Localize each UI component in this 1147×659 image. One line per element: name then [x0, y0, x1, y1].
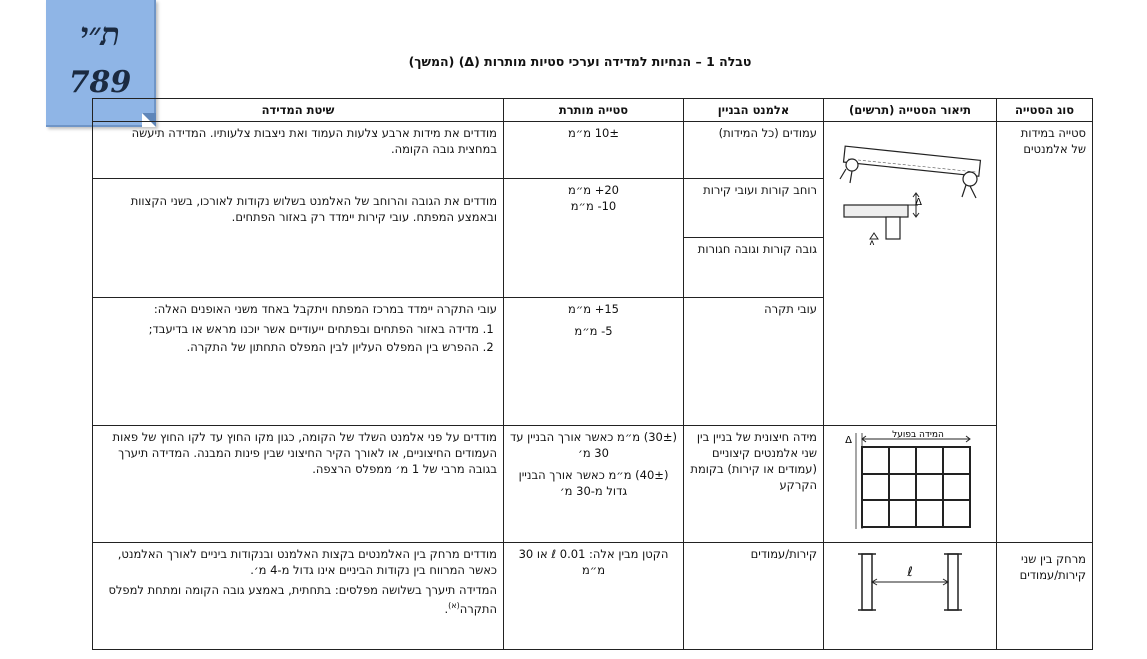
- method-distance-p2-text: המדידה תיערך בשלושה מפלסים: בתחתית, באמצע גובה הקומה ומתחת למפלס התקרה: [108, 582, 497, 616]
- distance-figure: [840, 546, 980, 616]
- header-description: תיאור הסטייה (תרשים): [824, 99, 997, 122]
- tolerance-beams-minus: 10- מ״מ: [570, 198, 617, 213]
- method-slab-intro: עובי התקרה יימדד במרכז המפתח ויתקבל באחד משני האופנים האלה:: [153, 302, 497, 317]
- tolerance-slab: [504, 298, 684, 426]
- header-tolerance: סטייה מותרת: [504, 99, 684, 122]
- method-distance-p2: המדידה תיערך בשלושה מפלסים: בתחתית, באמצע גובה הקומה ומתחת למפלס התקרה$^{(א)}$.: [108, 582, 497, 616]
- tolerance-distance: הקטן מבין אלה: 0.01 ℓ או 30 מ״מ: [504, 542, 684, 649]
- badge-line-2: 789: [68, 65, 132, 100]
- building-plan-figure: [840, 429, 980, 533]
- figure-measurement-cell: [824, 122, 997, 426]
- table-row: [93, 122, 1093, 179]
- method-slab-list: [99, 321, 497, 355]
- table-row: [93, 426, 1093, 543]
- deviation-type-dimensions: סטייה במידות של אלמנטים: [997, 122, 1093, 543]
- tolerance-table: [92, 98, 1093, 650]
- table-header-row: [93, 99, 1093, 122]
- method-external: מודדים על פני אלמנט השלד של הקומה, כגון מקו החוץ עד לקו החוץ של פאות העמודים החיצוניים, או לאורך הקיר החיצוני שבין פינות המבנה. המדידה תיערך בגובה מרבי של 1 מ׳ ממפלס הרצפה.: [93, 426, 504, 543]
- method-distance: [93, 542, 504, 649]
- element-walls-columns: קירות/עמודים: [684, 542, 824, 649]
- method-slab: [93, 298, 504, 426]
- element-external-dimension: מידה חיצונית של בניין בין שני אלמנטים קיצוניים (עמודים או קירות) בקומת הקרקע: [684, 426, 824, 543]
- figure-length-label: ℓ: [907, 564, 913, 580]
- method-columns: מודדים את מידות ארבע צלעות העמוד ואת ניצבות צלעותיו. המדידה תיעשה במחצית גובה הקומה.: [93, 122, 504, 179]
- footnote-marker: (א): [448, 600, 460, 610]
- tolerance-slab-minus: 5- מ״מ: [574, 324, 613, 339]
- figure-distance-cell: [824, 542, 997, 649]
- list-item: 1. מדידה באזור הפתחים ובפתחים ייעודיים אשר יוכנו מראש או בדיעבד;: [99, 321, 479, 337]
- tolerance-beams-plus: 20+ מ״מ: [568, 182, 619, 197]
- element-columns: עמודים (כל המידות): [684, 122, 824, 179]
- figure-building-cell: [824, 426, 997, 543]
- header-method: שיטת המדידה: [93, 99, 504, 122]
- tolerance-slab-plus: 15+ מ״מ: [568, 302, 619, 317]
- element-beam-width: רוחב קורות ועובי קירות: [684, 178, 824, 237]
- table-row: [93, 542, 1093, 649]
- method-beams: מודדים את הגובה והרוחב של האלמנט בשלוש נקודות לאורכו, בשני הקצוות ובאמצע המפתח. עובי קירות יימדד רק באזור הפתחים.: [93, 178, 504, 298]
- tolerance-beams: [504, 178, 684, 298]
- badge-line-1: ת״י: [79, 15, 121, 53]
- method-distance-p1: מודדים מרחק בין האלמנטים בקצות האלמנט ובנקודות ביניים לאורך האלמנט, כאשר המרווח בין נקודות הביניים אינו גדול מ-4 מ׳.: [117, 546, 497, 577]
- tolerance-columns: 10± מ״מ: [504, 122, 684, 179]
- tolerance-external-short: (30±) מ״מ כאשר אורך הבניין עד 30 מ׳: [510, 430, 677, 460]
- deviation-type-distance: מרחק בין שני קירות/עמודים: [997, 542, 1093, 649]
- list-item: 2. ההפרש בין המפלס העליון לבין המפלס התחתון של התקרה.: [99, 339, 479, 355]
- figure-delta-bottom: Δ: [868, 240, 876, 245]
- header-element: אלמנט הבניין: [684, 99, 824, 122]
- element-beam-height: גובה קורות וגובה חגורות: [684, 237, 824, 298]
- table-caption: טבלה 1 – הנחיות למדידה וערכי סטיות מותרות (Δ) (המשך): [408, 54, 752, 69]
- figure-actual-dimension-label: המידה בפועל: [892, 430, 944, 440]
- tolerance-external-long: (40±) מ״מ כאשר אורך הבניין גדול מ-30 מ׳: [518, 468, 669, 498]
- tolerance-external: [504, 426, 684, 543]
- element-slab: עובי תקרה: [684, 298, 824, 426]
- measurement-figure: [830, 125, 990, 245]
- figure-delta: Δ: [845, 435, 852, 446]
- header-type: סוג הסטייה: [997, 99, 1093, 122]
- figure-delta-top: Δ: [915, 197, 922, 208]
